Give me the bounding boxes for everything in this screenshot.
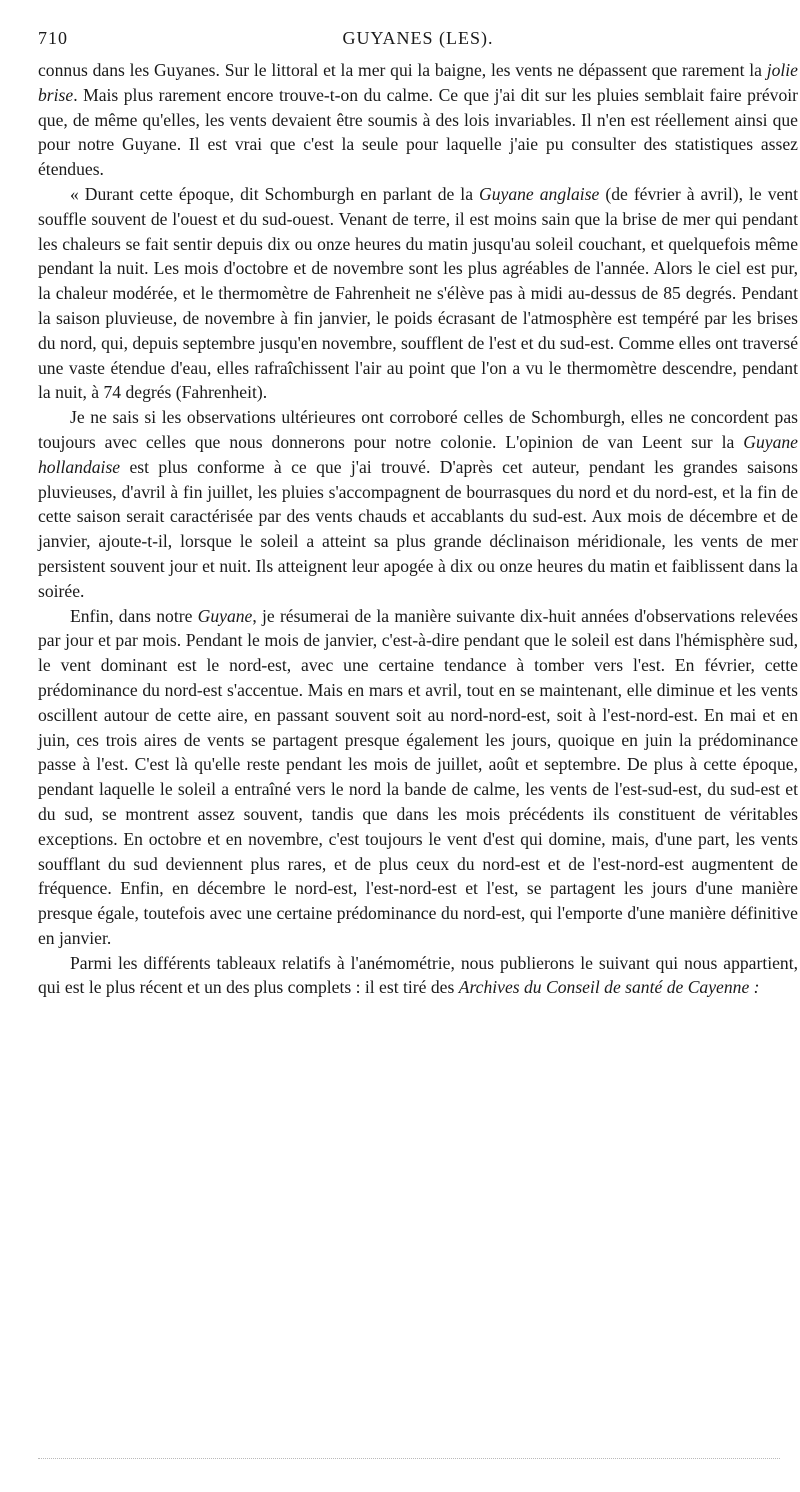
italic-text: jolie brise [38,60,798,105]
italic-text: Guyane anglaise [479,183,600,204]
page-header [38,28,798,58]
italic-text: Archives du Conseil de santé de Cayenne : [458,977,760,998]
text-segment: connus dans les Guyanes. Sur le littoral et la mer qui la baigne, les vents ne dépassent que rarement la [38,60,767,80]
italic-text: Guyane [197,605,253,626]
italic-text: Guyane hollandaise [38,431,798,477]
text-segment: Je ne sais si les observations ultérieures ont corroboré celles de Schomburgh, elles ne concordent pas toujours avec celles que nous donnerons pour notre colonie. L'opinion de van Leent sur la [38,407,798,452]
paragraph-p5 [38,951,798,1001]
text-segment: (de février à avril), le vent souffle souvent de l'ouest et du sud-ouest. Venant de terre, il est moins sain que la brise de mer qui pendant les chaleurs se fait sentir depuis dix ou onze heures du matin jusqu'au soleil couchant, et quelquefois même pendant la nuit. Les mois d'octobre et de novembre sont les plus agréables de l'année. Alors le ciel est pur, la chaleur modérée, et le thermomètre de Fahrenheit ne s'élève pas à midi au-dessus de 85 degrés. Pendant la saison pluvieuse, de novembre à fin janvier, le poids écrasant de l'atmosphère est tempéré par les brises du nord, qui, depuis septembre jusqu'en novembre, soufflent de l'est et du sud-est. Comme elles ont traversé une vaste étendue d'eau, elles rafraîchissent l'air au point que l'on a vu le thermomètre descendre, pendant la nuit, à 74 degrés (Fahrenheit). [38,183,799,403]
footer-rule [38,1458,780,1460]
text-segment: est plus conforme à ce que j'ai trouvé. D'après cet auteur, pendant les grandes saisons pluvieuses, d'avril à fin juillet, les pluies s'accompagnent de bourrasques du nord et du nord-est, et la fin de cette saison serait caractérisée par des vents chauds et accablants du sud-est. Aux mois de décembre et de janvier, ajoute-t-il, lorsque le soleil a atteint sa plus grande déclinaison méridionale, les vents de mer persistent souvent jour et nuit. Ils atteignent leur apogée à dix ou onze heures du matin et faiblissent dans la soirée. [38,456,798,601]
text-segment: , je résumerai de la manière suivante dix-huit années d'observations relevées par jour et par mois. Pendant le mois de janvier, c'est-à-dire pendant que le soleil est dans l'hémisphère sud, le vent dominant est le nord-est, avec une certaine tendance à tomber vers l'est. En février, cette prédominance du nord-est s'accentue. Mais en mars et avril, tout en se maintenant, elle diminue et les vents oscillent autour de cette aire, en passant souvent soit au nord-nord-est, soit à l'est-nord-est. En mai et en juin, ces trois aires de vents se partagent presque également les jours, quoique en juin la prédominance passe à l'est. C'est là qu'elle reste pendant les mois de juillet, août et septembre. De plus à cette époque, pendant laquelle le soleil a entraîné vers le nord la bande de calme, les vents de l'est-sud-est, du sud-est et du sud, se montrent assez souvent, tandis que dans les mois précédents ils constituent de véritables exceptions. En octobre et en novembre, c'est toujours le vent d'est qui domine, mais, d'une part, les vents soufflant du sud deviennent plus rares, et de plus ceux du nord-est et de l'est-nord-est augmentent de fréquence. Enfin, en décembre le nord-est, l'est-nord-est et l'est, se partagent les jours d'une manière presque égale, toutefois avec une certaine prédominance du nord-est, qui l'emporte d'une manière définitive en janvier. [38,605,798,948]
paragraph-p2 [38,182,798,405]
body-text [38,58,798,1000]
running-head: GUYANES (LES). [342,28,494,48]
paragraph-p3 [38,405,798,603]
document-page [38,28,798,1000]
text-segment: Enfin, dans notre [70,605,198,626]
paragraph-p4 [38,604,798,951]
text-segment: « Durant cette époque, dit Schomburgh en parlant de la [70,183,480,204]
text-segment: Parmi les différents tableaux relatifs à l'anémométrie, nous publierons le suivant qui nous appartient, qui est le plus récent et un des plus complets : il est tiré des [38,952,798,998]
page-number: 710 [38,28,68,48]
text-segment: . Mais plus rarement encore trouve-t-on du calme. Ce que j'ai dit sur les pluies semblait faire prévoir que, de même qu'elles, les vents devaient être soumis à des lois invariables. Il n'en est réellement ainsi que pour notre Guyane. Il est vrai que c'est la seule pour laquelle j'aie pu consulter des statistiques assez étendues. [38,84,798,180]
paragraph-p1 [38,58,798,182]
